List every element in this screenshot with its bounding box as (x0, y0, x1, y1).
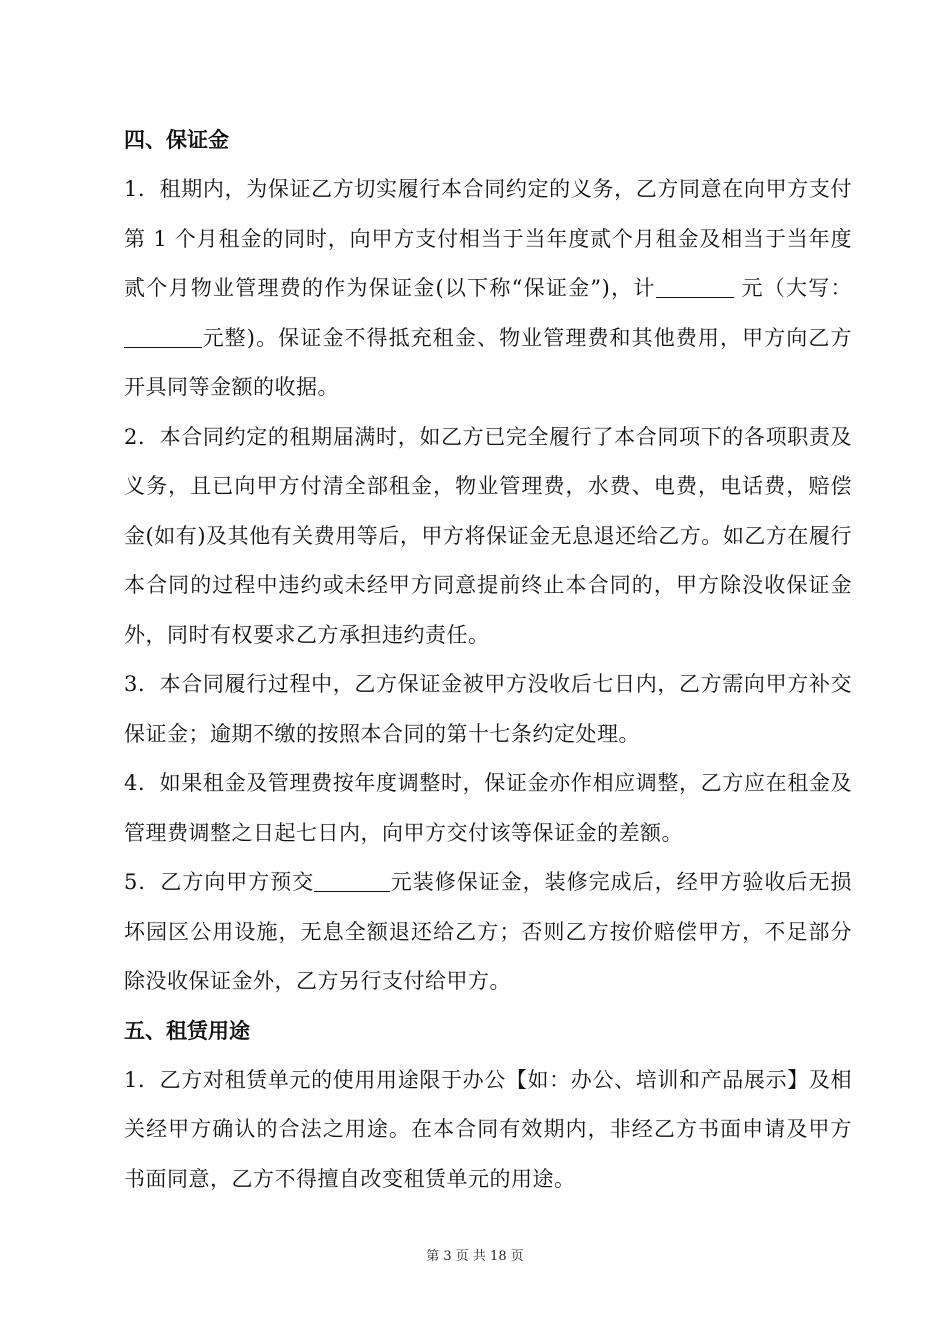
document-body (124, 116, 852, 1204)
clause-4-5-text-b: 元装修保证金，装修完成后，经甲方验收后无损坏园区公用设施，无息全额退还给乙方；否则乙方按价赔偿甲方，不足部分除没收保证金外，乙方另行支付给甲方。 (124, 870, 852, 993)
page-number: 第 3 页 共 18 页 (426, 1249, 524, 1264)
clause-4-1-text-c: 元整)。保证金不得抵充租金、物业管理费和其他费用，甲方向乙方开具同等金额的收据。 (124, 325, 852, 399)
clause-4-5-text-a: 5．乙方向甲方预交 (124, 870, 315, 894)
amount-blank[interactable] (656, 276, 734, 298)
clause-4-5 (124, 858, 852, 1007)
clause-5-1: 1．乙方对租赁单元的使用用途限于办公【如：办公、培训和产品展示】及相关经甲方确认的合法之用途。在本合同有效期内，非经乙方书面申请及甲方书面同意，乙方不得擅自改变租赁单元的用途。 (124, 1067, 852, 1191)
amount-uppercase-blank[interactable] (124, 326, 202, 348)
decoration-deposit-blank[interactable] (314, 870, 390, 892)
clause-4-3: 3．本合同履行过程中，乙方保证金被甲方没收后七日内，乙方需向甲方补交保证金；逾期不缴的按照本合同的第十七条约定处理。 (124, 672, 852, 746)
clause-4-1-text-a: 1．租期内，为保证乙方切实履行本合同约定的义务，乙方同意在向甲方支付第 1 个月租金的同时，向甲方支付相当于当年度贰个月租金及相当于当年度贰个月物业管理费的作为保证金(以下称“保证金”)，计 (124, 177, 852, 300)
clause-4-1-text-b: 元（大写： (733, 276, 852, 300)
clause-4-2: 2．本合同约定的租期届满时，如乙方已完全履行了本合同项下的各项职责及义务，且已向甲方付清全部租金，物业管理费，水费、电费，电话费，赔偿金(如有)及其他有关费用等后，甲方将保证金无息退还给乙方。如乙方在履行本合同的过程中违约或未经甲方同意提前终止本合同的，甲方除没收保证金外，同时有权要求乙方承担违约责任。 (124, 424, 852, 647)
clause-4-1 (124, 165, 852, 413)
section-heading-deposit: 四、保证金 (124, 128, 229, 152)
clause-4-4: 4．如果租金及管理费按年度调整时，保证金亦作相应调整，乙方应在租金及管理费调整之日起七日内，向甲方交付该等保证金的差额。 (124, 771, 852, 845)
section-heading-usage: 五、租赁用途 (124, 1018, 250, 1043)
